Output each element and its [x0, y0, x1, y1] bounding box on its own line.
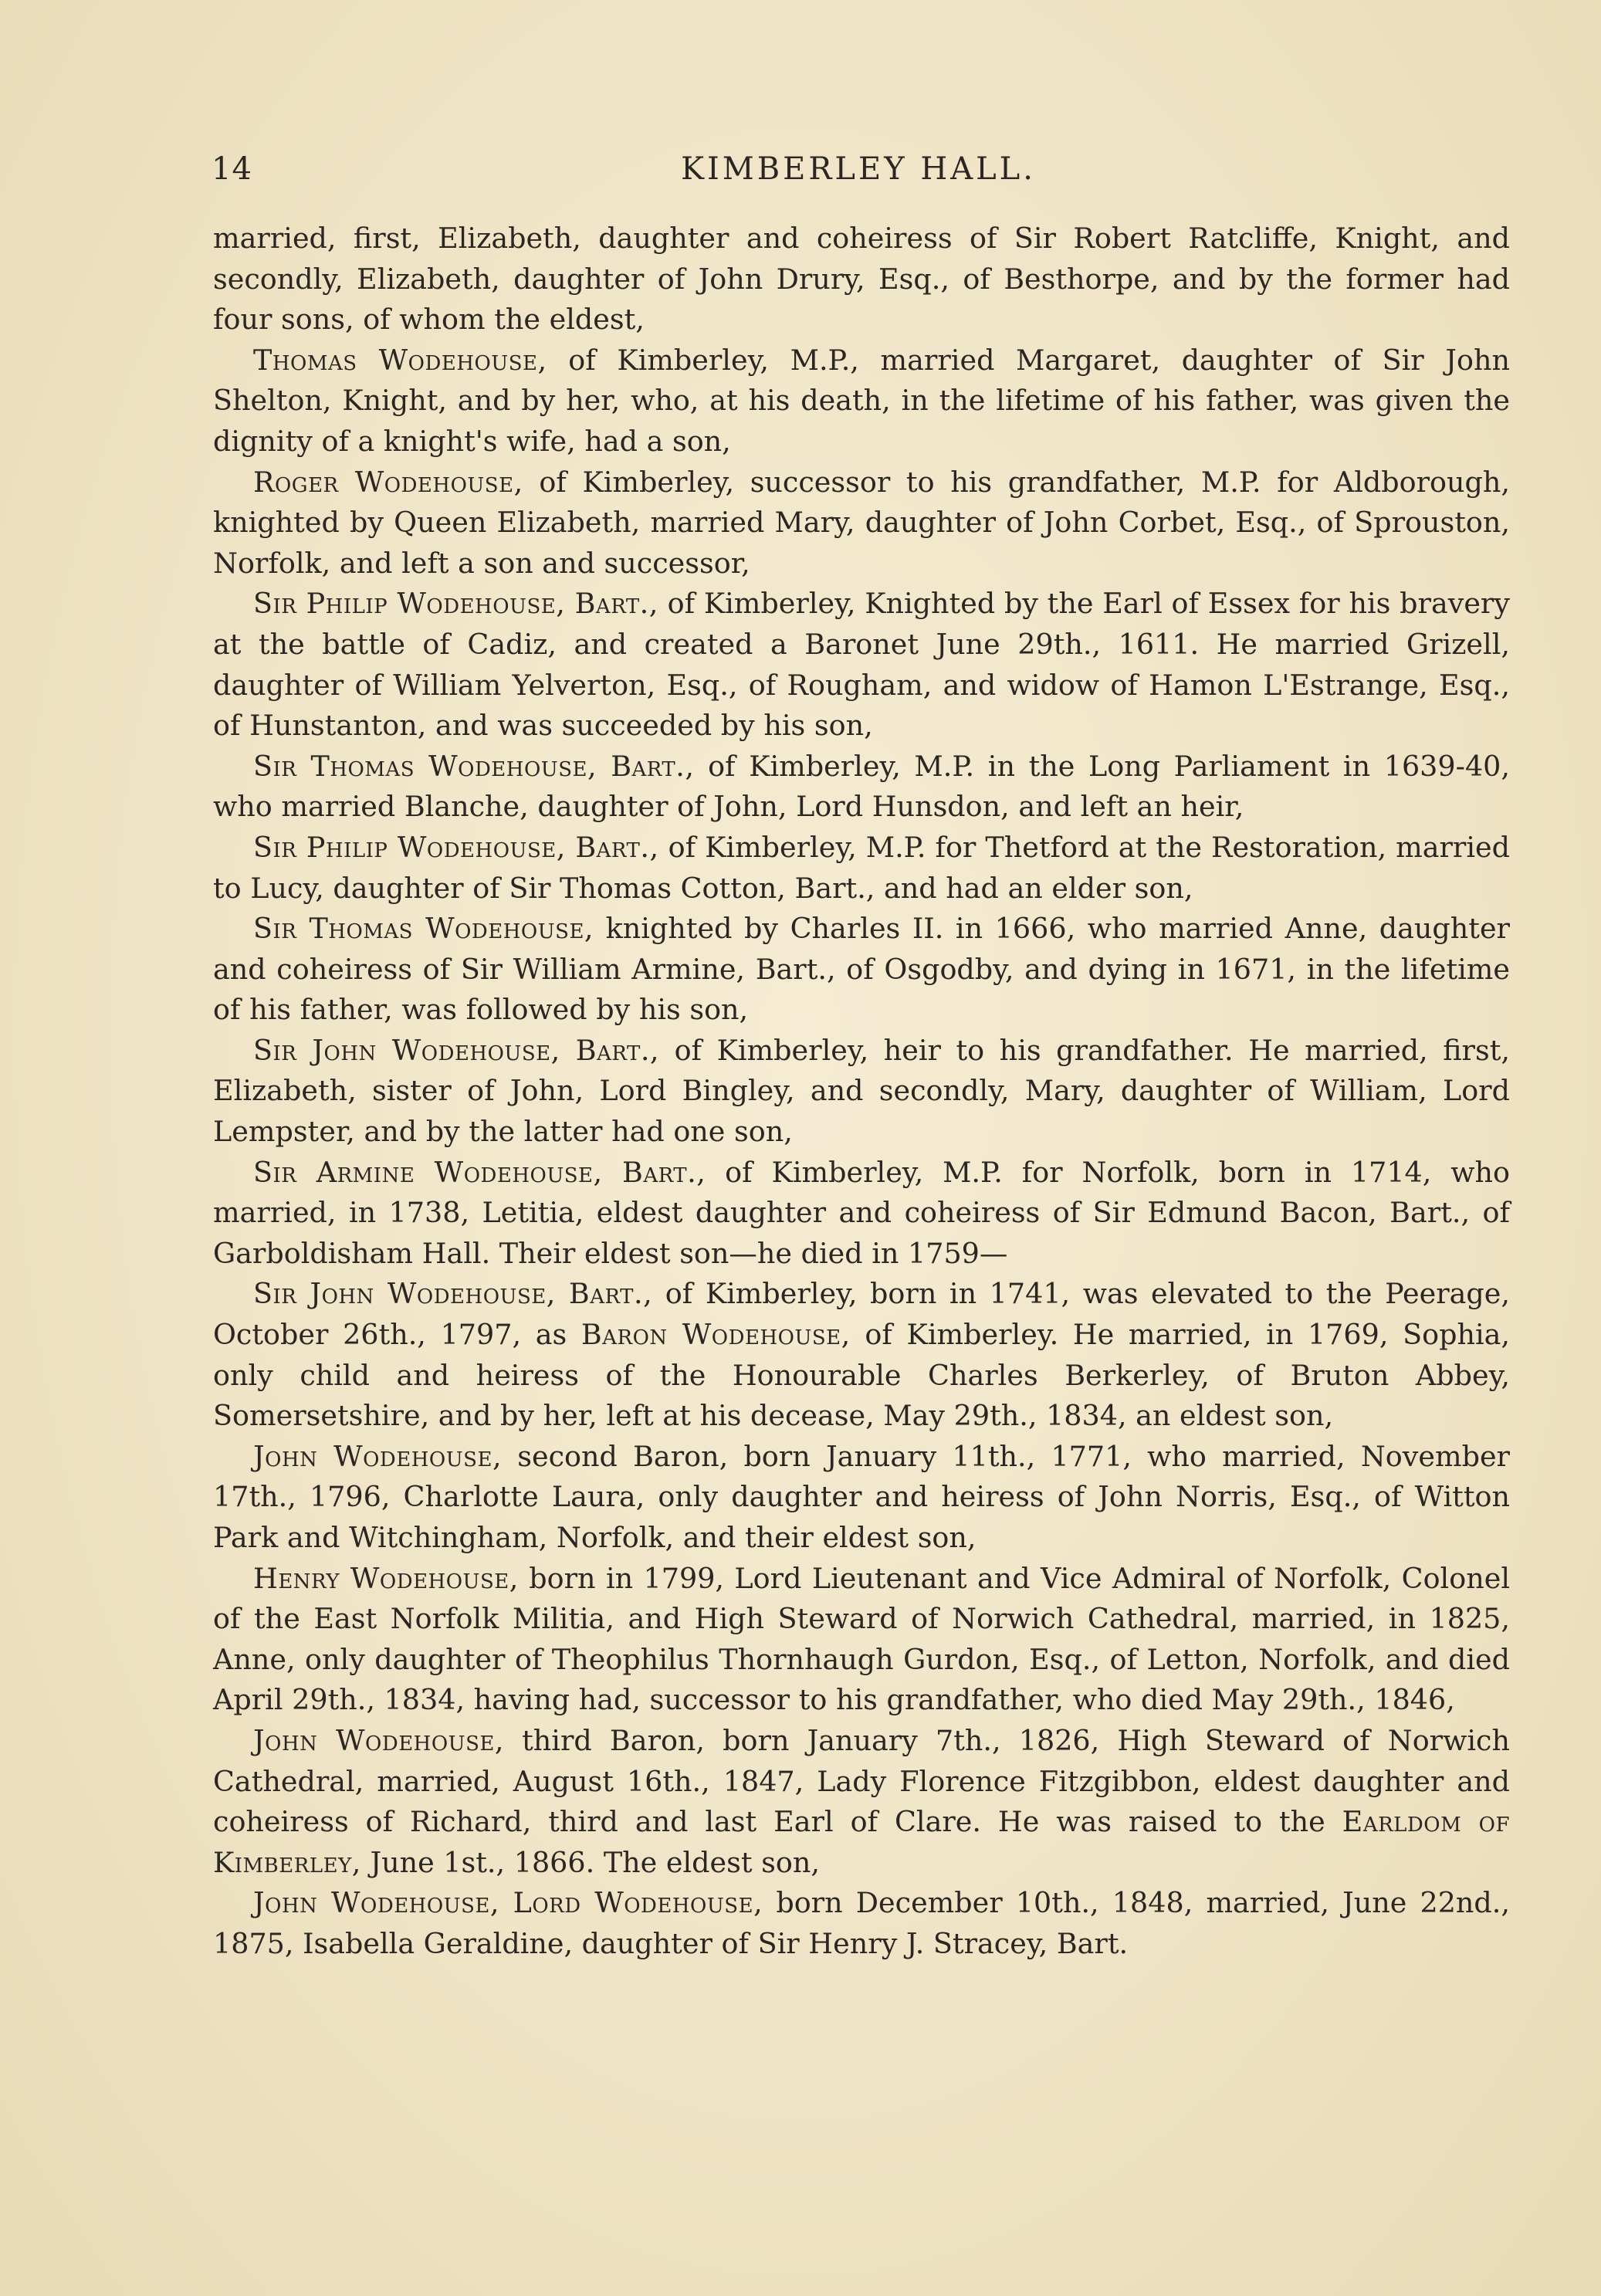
paragraph-3: Roger Wodehouse, of Kimberley, successor to his grandfather, M.P. for Aldborough, knighted by Queen Elizabeth, married Mary, daughter of John Corbet, Esq., of Sprouston, Norfolk, and left a son and successor,: [213, 465, 1510, 580]
name-lead: Sir Philip Wodehouse, Bart.,: [253, 830, 659, 864]
name-lead: Roger Wodehouse,: [253, 465, 523, 499]
paragraph-2: Thomas Wodehouse, of Kimberley, M.P., married Margaret, daughter of Sir John Shelton, Knight, and by her, who, at his death, in the lifetime of his father, was given the dignity of a knight's wife, had a son,: [213, 343, 1510, 458]
paragraph-13: John Wodehouse, third Baron, born January 7th., 1826, High Steward of Norwich Cathedral, married, August 16th., 1847, Lady Florence Fitzgibbon, eldest daughter and coheiress of Richard, third and last Earl of Clare. He was raised to the Earldom of Kimberley, June 1st., 1866. The eldest son,: [213, 1723, 1510, 1879]
name-lead: Sir John Wodehouse, Bart.,: [253, 1277, 653, 1311]
paragraph-14: John Wodehouse, Lord Wodehouse, born December 10th., 1848, married, June 22nd., 1875, Isabella Geraldine, daughter of Sir Henry J. Stracey, Bart.: [213, 1886, 1510, 1960]
page-number: 14: [212, 151, 252, 187]
name-lead: Sir Thomas Wodehouse, Bart.,: [253, 749, 695, 783]
paragraph-6: Sir Philip Wodehouse, Bart., of Kimberley, M.P. for Thetford at the Restoration, married to Lucy, daughter of Sir Thomas Cotton, Bart., and had an elder son,: [213, 830, 1510, 905]
running-head: KIMBERLEY HALL.: [681, 151, 1036, 187]
title-small-caps: Baron Wodehouse,: [580, 1318, 851, 1352]
paragraph-12: Henry Wodehouse, born in 1799, Lord Lieutenant and Vice Admiral of Norfolk, Colonel of the East Norfolk Militia, and High Steward of Norwich Cathedral, married, in 1825, Anne, only daughter of Theophilus Thornhaugh Gurdon, Esq., of Letton, Norfolk, and died April 29th., 1834, having had, successor to his grandfather, who died May 29th., 1846,: [213, 1561, 1510, 1717]
name-lead: Thomas Wodehouse,: [253, 343, 547, 377]
name-lead: John Wodehouse, Lord Wodehouse,: [253, 1886, 763, 1920]
paragraph-5: Sir Thomas Wodehouse, Bart., of Kimberley, M.P. in the Long Parliament in 1639-40, who married Blanche, daughter of John, Lord Hunsdon, and left an heir,: [213, 749, 1510, 824]
name-lead: Sir Thomas Wodehouse,: [253, 912, 594, 946]
name-lead: John Wodehouse,: [253, 1439, 503, 1473]
name-lead: Sir Philip Wodehouse, Bart.,: [253, 587, 658, 621]
paragraph-9: Sir Armine Wodehouse, Bart., of Kimberley, M.P. for Norfolk, born in 1714, who married, in 1738, Letitia, eldest daughter and coheiress of Sir Edmund Bacon, Bart., of Garboldisham Hall. Their eldest son—he died in 1759—: [213, 1155, 1510, 1270]
body-text: [213, 218, 1510, 1965]
name-lead: Henry Wodehouse,: [253, 1561, 519, 1595]
name-lead: Sir John Wodehouse, Bart.,: [253, 1033, 660, 1067]
page-header: [202, 151, 1515, 198]
paragraph-10: Sir John Wodehouse, Bart., of Kimberley, born in 1741, was elevated to the Peerage, October 26th., 1797, as Baron Wodehouse, of Kimberley. He married, in 1769, Sophia, only child and heiress of the Honourable Charles Berkerley, of Bruton Abbey, Somersetshire, and by her, left at his decease, May 29th., 1834, an eldest son,: [213, 1277, 1511, 1433]
paragraph-8: Sir John Wodehouse, Bart., of Kimberley, heir to his grandfather. He married, first, Elizabeth, sister of John, Lord Bingley, and secondly, Mary, daughter of William, Lord Lempster, and by the latter had one son,: [213, 1033, 1510, 1149]
name-lead: Sir Armine Wodehouse, Bart.,: [253, 1155, 706, 1189]
name-lead: John Wodehouse,: [253, 1723, 504, 1757]
paragraph-4: Sir Philip Wodehouse, Bart., of Kimberley, Knighted by the Earl of Essex for his bravery at the battle of Cadiz, and created a Baronet June 29th., 1611. He married Grizell, daughter of William Yelverton, Esq., of Rougham, and widow of Hamon L'Estrange, Esq., of Hunstanton, and was succeeded by his son,: [213, 587, 1510, 743]
title-small-caps: Earldom of Kimberley,: [213, 1805, 1510, 1879]
paragraph-7: Sir Thomas Wodehouse, knighted by Charles II. in 1666, who married Anne, daughter and coheiress of Sir William Armine, Bart., of Osgodby, and dying in 1671, in the lifetime of his father, was followed by his son,: [213, 912, 1510, 1027]
paragraph-1: married, first, Elizabeth, daughter and coheiress of Sir Robert Ratcliffe, Knight, and secondly, Elizabeth, daughter of John Drury, Esq., of Besthorpe, and by the former had four sons, of whom the eldest,: [213, 222, 1510, 337]
paragraph-11: John Wodehouse, second Baron, born January 11th., 1771, who married, November 17th., 1796, Charlotte Laura, only daughter and heiress of John Norris, Esq., of Witton Park and Witchingham, Norfolk, and their eldest son,: [213, 1439, 1510, 1554]
